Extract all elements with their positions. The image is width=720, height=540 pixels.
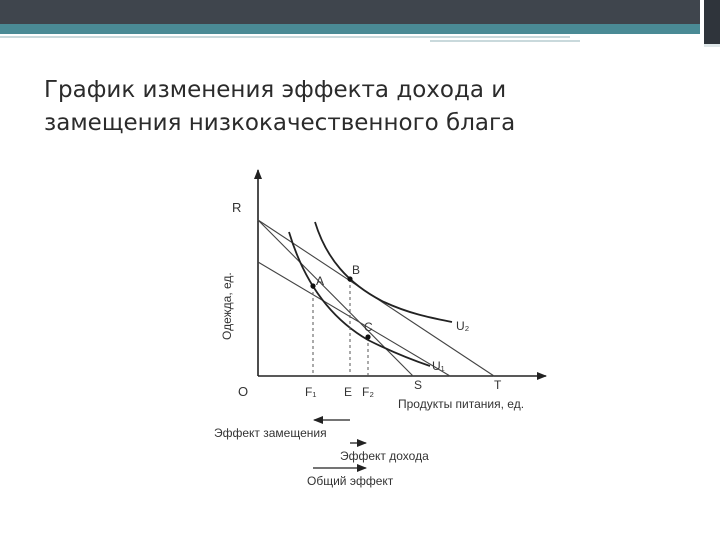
x-axis-label: Продукты питания, ед. — [398, 397, 525, 411]
label-U1: U₁ — [432, 359, 445, 373]
income-effect-label: Эффект дохода — [340, 449, 429, 463]
label-A: A — [316, 274, 325, 288]
compensated-budget-line — [258, 262, 450, 376]
indifference-curve-U1 — [289, 232, 430, 366]
label-R: R — [232, 200, 242, 215]
slide-title-line-2: замещения низкокачественного блага — [44, 110, 516, 136]
label-T: T — [494, 378, 502, 392]
point-A — [310, 283, 315, 288]
indifference-curve-U2 — [315, 222, 452, 322]
label-F1: F₁ — [305, 385, 317, 399]
point-C — [365, 334, 370, 339]
point-B — [347, 276, 352, 281]
y-axis-label: Одежда, ед. — [220, 272, 234, 340]
label-origin: O — [238, 384, 249, 399]
substitution-effect-label: Эффект замещения — [214, 426, 327, 440]
slide-title-line-1: График изменения эффекта дохода и — [44, 77, 507, 103]
total-effect-label: Общий эффект — [307, 474, 394, 488]
label-B: B — [352, 263, 361, 277]
label-U2: U₂ — [456, 319, 470, 333]
budget-line-RS — [258, 220, 413, 376]
label-F2: F₂ — [362, 385, 374, 399]
label-E: E — [344, 385, 353, 399]
label-C: C — [364, 320, 373, 334]
label-S: S — [414, 378, 423, 392]
